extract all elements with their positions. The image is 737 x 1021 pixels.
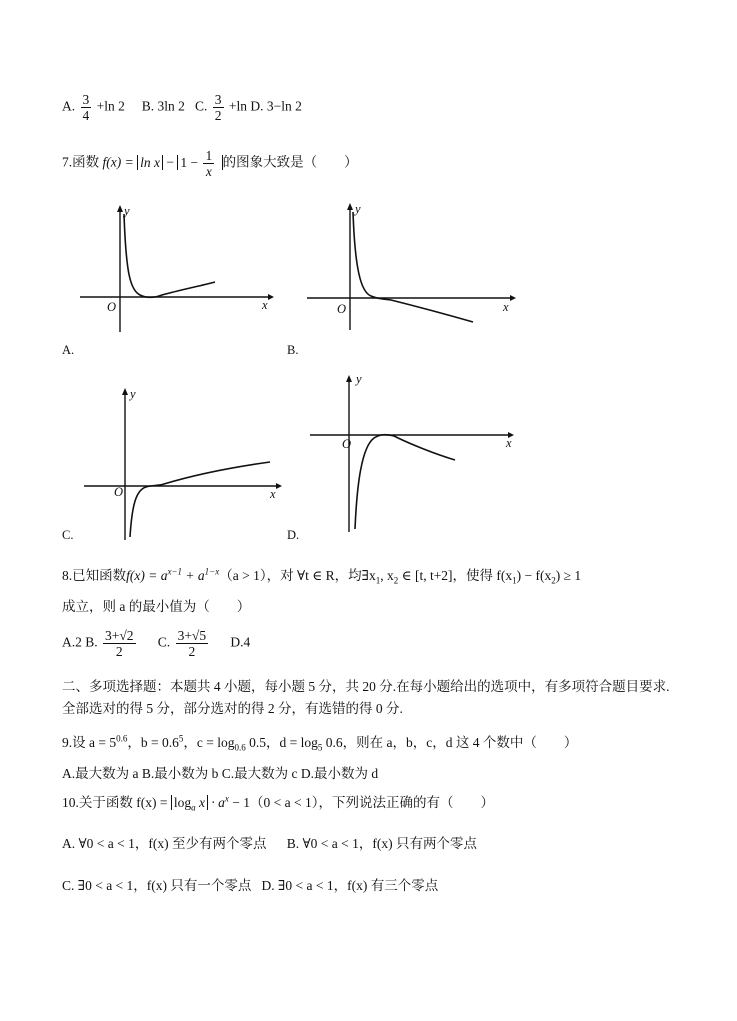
q6-c-denominator: 2 xyxy=(214,108,222,123)
graph-b-x-arrow xyxy=(510,295,516,301)
graph-c-svg xyxy=(84,385,284,545)
q10-stem xyxy=(62,791,494,813)
q8-line1 xyxy=(62,564,581,586)
q8-b-denominator: 2 xyxy=(115,644,123,659)
section2-heading: 二、多项选择题：本题共 4 小题，每小题 5 分，共 20 分.在每小题给出的选项中，有多项符合题目要求.全部选对的得 5 分，部分选对的得 2 分，有选错的得 0 分. xyxy=(62,679,670,716)
q6-option-c-tail: +ln xyxy=(228,98,248,114)
q9-text-a: 9.设 a = 5 xyxy=(62,735,117,750)
q7-abs-one-minus xyxy=(177,148,222,179)
q7-fraction xyxy=(203,148,214,179)
q8-interval: ∈ [t, t+2]，使得 f(x xyxy=(398,568,513,583)
graph-d-y-label: y xyxy=(356,372,362,386)
q8-sub4: 2 xyxy=(551,575,556,586)
graph-d-x-label: x xyxy=(506,436,512,450)
graph-b-origin: O xyxy=(337,302,347,316)
q10-exp: x xyxy=(224,793,229,804)
q9-text-c: ，c = log xyxy=(183,735,235,750)
graph-b-y-label: y xyxy=(355,202,361,216)
q8-option-c-prefix: C. xyxy=(157,634,171,650)
q9-stem xyxy=(62,731,577,753)
q8-sub1: 1 xyxy=(375,575,381,586)
q10-option-b: B. ∀0 < a < 1，f(x) 只有两个零点 xyxy=(286,836,477,851)
graph-b-curve xyxy=(353,212,473,322)
q10-tail-a: · a xyxy=(208,795,225,810)
q7-prefix: 7.函数 xyxy=(62,154,100,170)
q7-func-lhs: f(x) = xyxy=(102,154,138,170)
q9-sub-d: 5 xyxy=(317,742,323,753)
q9-exp-b: 5 xyxy=(178,733,184,744)
q8-option-c-fraction xyxy=(176,628,209,659)
q8-cond: （a > 1），对 ∀t ∈ R，均∃x xyxy=(219,568,376,583)
graph-d-svg xyxy=(310,372,520,537)
q8-ge: ) ≥ 1 xyxy=(555,568,582,583)
q9-exp-a: 0.6 xyxy=(116,733,128,744)
graph-b xyxy=(305,200,520,335)
graph-d-label: D. xyxy=(287,528,300,542)
q6-option-b: B. 3ln 2 xyxy=(141,98,185,114)
q8-minus-f: ) − f(x xyxy=(516,568,552,583)
q8-comma-x: , x xyxy=(380,568,394,583)
graph-c-y-label: y xyxy=(130,387,136,401)
graph-a-x-arrow xyxy=(268,294,274,300)
q7-suffix: 的图象大致是（ ） xyxy=(222,154,358,170)
q9-text-b: ，b = 0.6 xyxy=(127,735,179,750)
q8-option-d: D.4 xyxy=(230,634,251,650)
graph-d-curve xyxy=(355,435,455,529)
q6-option-a-fraction xyxy=(81,92,92,123)
q10-option-c: C. ∃0 < a < 1，f(x) 只有一个零点 xyxy=(62,878,252,893)
graph-a-x-label: x xyxy=(262,298,268,312)
q7-one-minus: 1 − xyxy=(180,154,202,170)
q8-func: f(x) = a xyxy=(126,568,168,583)
q10-options-cd xyxy=(62,874,438,894)
q8-c-numerator: 3+√5 xyxy=(177,628,207,643)
q6-option-d: D. 3−ln 2 xyxy=(250,98,302,114)
q10-abs-log xyxy=(171,795,208,813)
q8-exp1: x−1 xyxy=(167,566,183,577)
q6-options xyxy=(62,92,302,123)
q10-log-sub: a xyxy=(191,802,196,813)
q6-option-c-prefix: C. xyxy=(195,98,208,114)
graph-d-origin: O xyxy=(342,437,352,451)
q6-option-c-fraction xyxy=(213,92,224,123)
graph-a-y-label: y xyxy=(124,204,130,218)
q8-line2: 成立，则 a 的最小值为（ ） xyxy=(62,599,251,614)
q8-exp2: 1−x xyxy=(204,566,220,577)
q10-log-x: x xyxy=(195,795,205,810)
q10-log: log xyxy=(173,795,192,810)
q8-option-b-prefix: B. xyxy=(85,634,98,650)
q7-frac-num: 1 xyxy=(205,148,213,163)
graph-c-x-arrow xyxy=(276,483,282,489)
q7-abs-lnx: ln x xyxy=(137,155,163,170)
q6-option-a-tail: +ln 2 xyxy=(96,98,125,114)
graph-c xyxy=(84,385,284,545)
q7-frac-den: x xyxy=(205,164,212,179)
q9-sub-c: 0.6 xyxy=(234,742,246,753)
q9-options: A.最大数为 a B.最小数为 b C.最大数为 c D.最小数为 d xyxy=(62,766,379,781)
q6-option-a-prefix: A. xyxy=(62,98,76,114)
q8-sub2: 2 xyxy=(393,575,399,586)
q9-text-d: 0.5，d = log xyxy=(245,735,318,750)
graph-a-y-arrow xyxy=(117,205,123,212)
graph-a xyxy=(80,202,275,332)
q6-c-numerator: 3 xyxy=(214,92,222,107)
q6-a-numerator: 3 xyxy=(82,92,90,107)
q8-sub3: 1 xyxy=(512,575,517,586)
graph-c-y-arrow xyxy=(122,388,128,395)
graph-a-origin: O xyxy=(107,300,117,314)
graph-d xyxy=(310,372,520,537)
graph-c-curve xyxy=(130,462,270,537)
graph-c-label: C. xyxy=(62,528,74,542)
q8-c-denominator: 2 xyxy=(188,644,196,659)
graph-a-label: A. xyxy=(62,343,75,357)
q8-prefix: 8.已知函数 xyxy=(62,568,127,583)
q10-tail-b: − 1（0 < a < 1），下列说法正确的有（ ） xyxy=(228,795,494,810)
q10-prefix: 10.关于函数 f(x) = xyxy=(62,795,171,810)
q8-option-a: A.2 xyxy=(62,634,82,650)
q7-minus: − xyxy=(166,154,178,170)
q10-option-d: D. ∃0 < a < 1，f(x) 有三个零点 xyxy=(261,878,439,893)
graph-b-y-arrow xyxy=(347,203,353,210)
graph-a-curve xyxy=(124,214,215,297)
q9-text-e: 0.6，则在 a，b，c，d 这 4 个数中（ ） xyxy=(322,735,578,750)
q8-b-numerator: 3+√2 xyxy=(105,628,134,643)
q8-options xyxy=(62,628,250,659)
graph-b-label: B. xyxy=(287,343,299,357)
graph-c-x-label: x xyxy=(270,487,276,501)
q8-option-b-fraction xyxy=(103,628,136,659)
q7-stem xyxy=(62,148,358,179)
graph-d-y-arrow xyxy=(346,375,352,382)
graph-b-x-label: x xyxy=(503,300,509,314)
q10-option-a: A. ∀0 < a < 1，f(x) 至少有两个零点 xyxy=(62,836,267,851)
q10-options-ab xyxy=(62,832,477,852)
graph-c-origin: O xyxy=(114,485,124,499)
q6-a-denominator: 4 xyxy=(82,108,90,123)
q8-plus-a: + a xyxy=(182,568,205,583)
